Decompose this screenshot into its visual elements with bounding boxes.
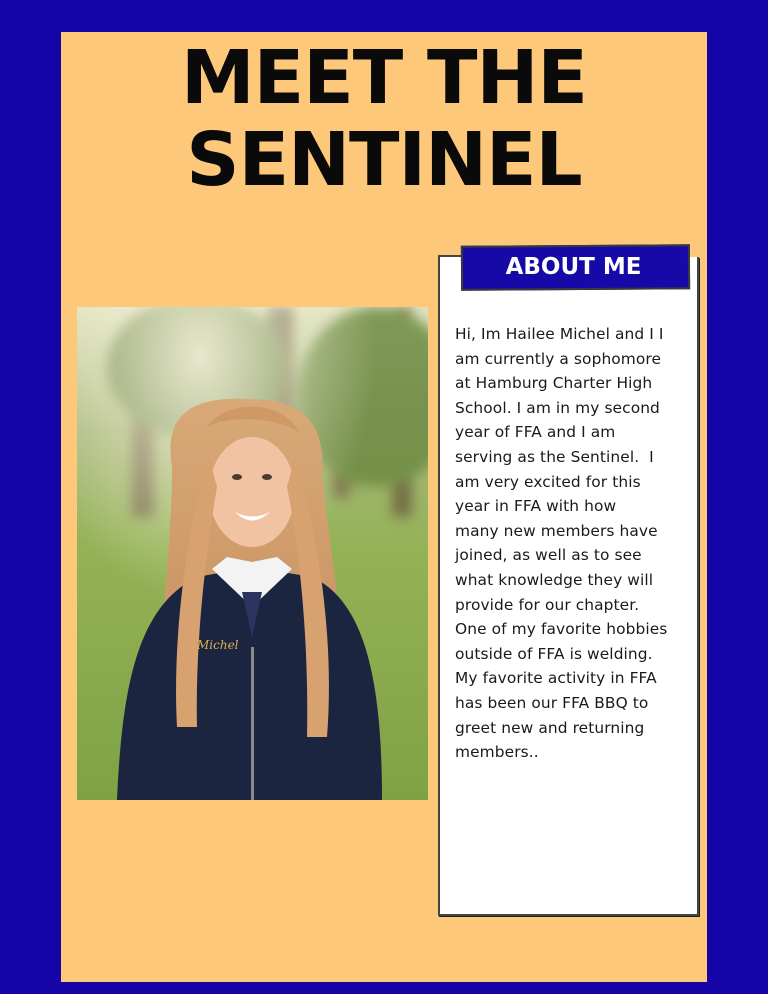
bio-line: School. I am in my second	[455, 398, 660, 417]
bio-line: provide for our chapter.	[455, 595, 640, 614]
about-card-top-edge	[438, 255, 462, 257]
bio-line: serving as the Sentinel. I	[455, 447, 654, 466]
bio-line: outside of FFA is welding.	[455, 644, 653, 663]
bio-line: what knowledge they will	[455, 570, 654, 589]
bio-line: year in FFA with how	[455, 497, 617, 516]
bio-line: joined, as well as to see	[455, 546, 642, 565]
title-line-1: MEET THE	[181, 35, 587, 121]
portrait-photo	[77, 307, 428, 800]
bio-line: am very excited for this	[455, 472, 641, 491]
bio-line: am currently a sophomore	[455, 349, 662, 368]
bio-line: One of my favorite hobbies	[455, 620, 668, 639]
bio-line: My favorite activity in FFA	[455, 669, 657, 688]
page-title	[0, 37, 768, 201]
about-bio	[455, 322, 695, 765]
bio-line: members..	[455, 743, 539, 762]
bio-line: Hi, Im Hailee Michel and I I	[455, 325, 664, 343]
about-heading: ABOUT ME	[505, 254, 642, 280]
bio-line: has been our FFA BBQ to	[455, 693, 649, 712]
bio-line: many new members have	[455, 521, 658, 540]
bio-line: at Hamburg Charter High	[455, 374, 653, 393]
title-line-2: SENTINEL	[186, 117, 582, 203]
bio-line: greet new and returning	[455, 718, 645, 737]
bio-line: year of FFA and I am	[455, 423, 616, 442]
jacket-embroidery: Michel	[197, 638, 239, 652]
